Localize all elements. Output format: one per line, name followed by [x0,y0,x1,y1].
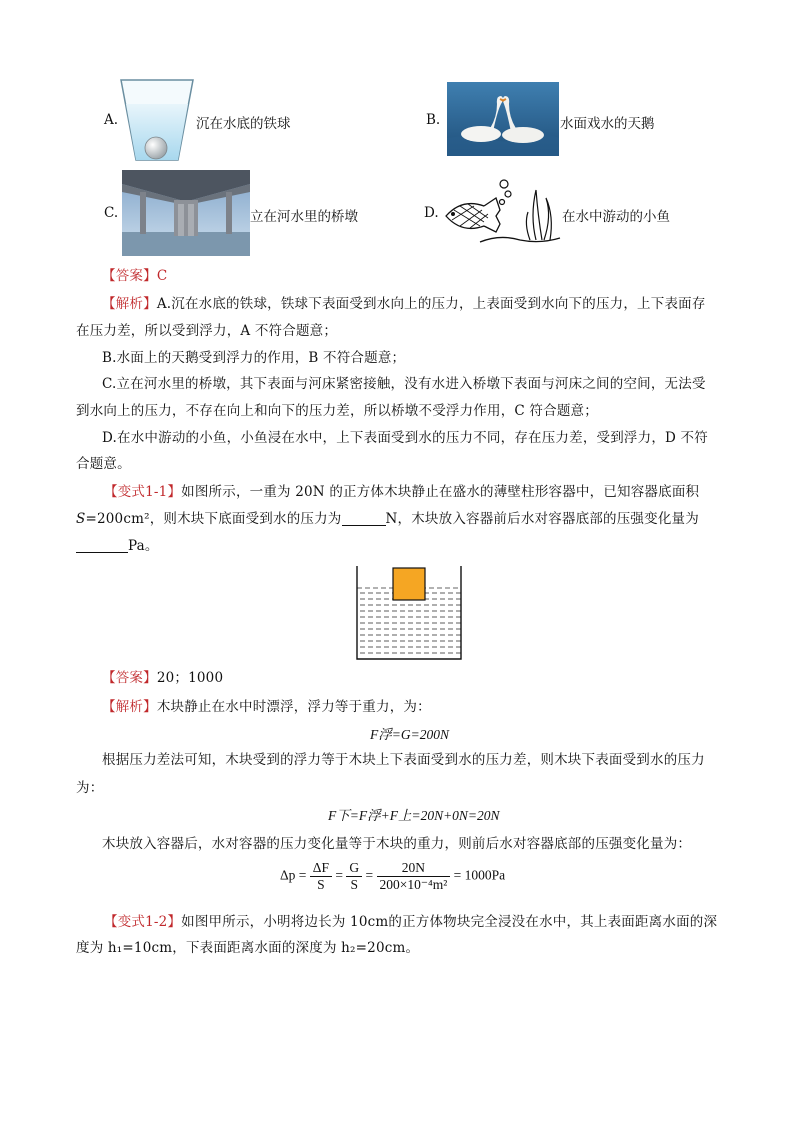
equation-pressure-force: F下=F浮+F上=20N+0N=20N [328,808,500,823]
v12-question-line-2: 度为 h₁=10cm，下表面距离水面的深度为 h₂=20cm。 [76,940,420,956]
swans-image [447,82,559,156]
q1-analysis-line-3: B.水面上的天鹅受到浮力的作用，B 不符合题意； [102,350,406,366]
option-d-letter: D. [424,205,439,221]
q1-answer [102,266,167,286]
v11-answer-tag: 【答案】 [102,670,157,686]
v11-blank-1 [342,511,386,526]
v11-answer-value: 20；1000 [156,670,224,686]
q1-analysis-line-1 [102,294,706,314]
container-diagram [352,566,466,662]
analysis-tag: 【解析】 [102,296,157,312]
equation-pressure-change: Δp = $\frac{\Delta F}{S}$ = $\frac{G}{S}$ = $\frac{20N}{\text{200×10⁻⁴m²}}$ = 1000Pa [280,860,506,892]
bridge-pier-image [122,170,250,256]
fraction-values: $\frac{20N}{\text{200×10⁻⁴m²}}$ [377,860,451,893]
v11-analysis-line-1 [102,697,431,717]
v11-analysis-text: 木块静止在水中时漂浮，浮力等于重力，为： [156,699,431,715]
answer-tag: 【答案】 [102,268,157,284]
iron-ball-cup-image [118,78,196,162]
v11-analysis-tag: 【解析】 [102,699,157,715]
v11-analysis-line-4: 木块放入容器后，水对容器的压力变化量等于木块的重力，则前后水对容器底部的压强变化量为： [102,836,692,852]
option-a-caption: 沉在水底的铁球 [196,116,291,132]
v11-answer [102,668,223,688]
v11-analysis-line-2: 根据压力差法可知，木块受到的浮力等于木块上下表面受到水的压力差，则木块下表面受到水的压力 [102,752,705,768]
v12-question-line-1 [104,912,717,932]
fraction-g-s: $\frac{G}{S}$ [346,860,362,893]
v11-s-symbol: S [76,511,86,527]
option-b-caption: 水面戏水的天鹅 [560,116,655,132]
v11-text-3: N，木块放入容器前后水对容器底部的压强变化量为 [385,511,699,527]
answer-value: C [156,268,168,284]
q1-analysis-line-5: 到水向上的压力，不存在向上和向下的压力差，所以桥墩不受浮力作用，C 符合题意； [76,403,598,419]
eq3-lhs: Δp = [280,867,307,883]
v11-text: 如图所示，一重为 20N 的正方体木块静止在盛水的薄壁柱形容器中，已知容器底面积 [181,484,700,500]
v11-analysis-line-3: 为： [76,780,104,796]
option-b-letter: B. [426,112,441,128]
option-c-letter: C. [104,205,119,221]
option-a-letter: A. [104,112,119,128]
fish-image [440,176,564,248]
v11-question-line-1 [104,482,699,502]
v11-question-line-2 [76,509,699,529]
q1-analysis-line-7: 合题意。 [76,456,131,472]
equation-buoyancy: F浮=G=200N [370,727,449,742]
v12-tag: 【变式1-2】 [104,914,182,930]
fraction-df-s: $\frac{\Delta F}{S}$ [310,860,332,893]
v11-blank-2 [76,538,128,553]
v11-text-4: Pa。 [128,538,159,554]
v11-question-line-3 [76,536,159,556]
q1-analysis-line-2: 在压力差，所以受到浮力，A 不符合题意； [76,323,338,339]
eq3-rhs: = 1000Pa [453,867,506,883]
analysis-text: A.沉在水底的铁球，铁球下表面受到水向上的压力，上表面受到水向下的压力，上下表面存 [156,296,706,312]
v11-tag: 【变式1-1】 [104,484,182,500]
v12-text: 如图甲所示，小明将边长为 10cm的正方体物块完全浸没在水中，其上表面距离水面的深 [181,914,718,930]
q1-analysis-line-4: C.立在河水里的桥墩，其下表面与河床紧密接触，没有水进入桥墩下表面与河床之间的空间，无法受 [102,376,706,392]
q1-analysis-line-6: D.在水中游动的小鱼，小鱼浸在水中，上下表面受到水的压力不同，存在压力差，受到浮力，D 不符 [102,430,708,446]
v11-text-2: =200cm²，则木块下底面受到水的压力为 [85,511,342,527]
option-c-caption: 立在河水里的桥墩 [250,209,358,225]
option-d-caption: 在水中游动的小鱼 [562,209,670,225]
